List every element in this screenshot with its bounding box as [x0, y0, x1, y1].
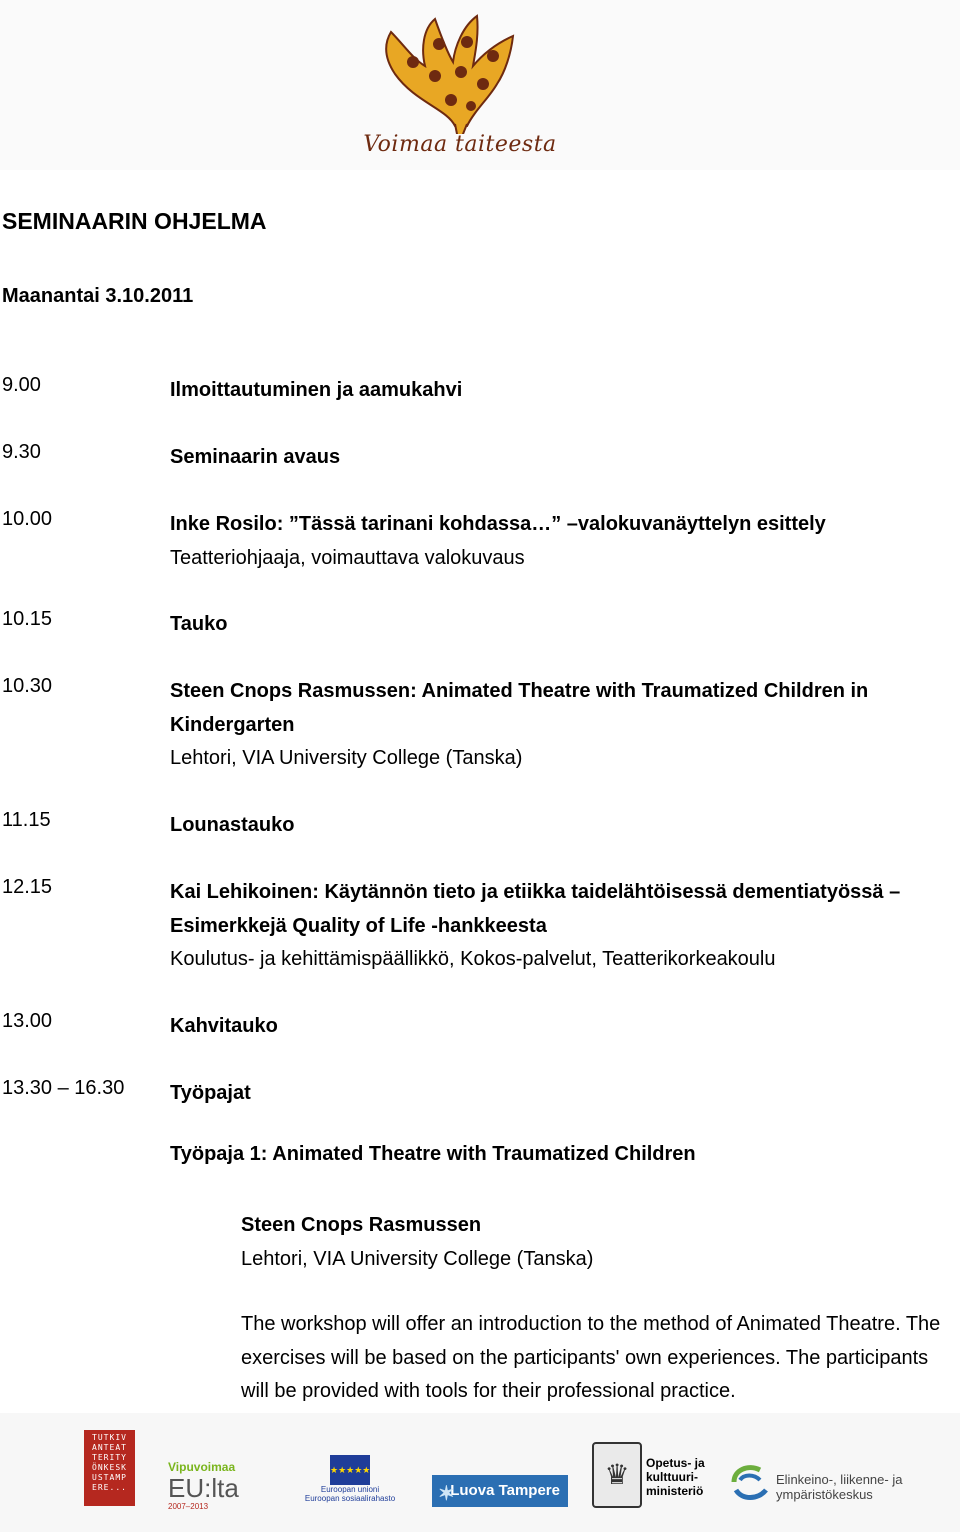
eu-flag-icon: ★★★★★ [330, 1455, 370, 1485]
program-title: Tauko [170, 613, 228, 635]
ely-text: Elinkeino-, liikenne- ja ympäristökeskus [776, 1472, 903, 1502]
workshop-title: Työpaja 1: Animated Theatre with Traumatized Children [170, 1143, 696, 1165]
seminar-date: Maanantai 3.10.2011 [2, 285, 194, 307]
workshop-leader-role: Lehtori, VIA University College (Tanska) [241, 1247, 594, 1270]
program-time: 11.15 [2, 809, 51, 831]
vipuvoimaa-eu-logo [168, 1460, 278, 1510]
ely-logo [730, 1460, 905, 1508]
program-title: Steen Cnops Rasmussen: Animated Theatre with Traumatized Children in Kindergarten [170, 680, 869, 736]
program-time: 12.15 [2, 876, 53, 898]
luova-text: Luova Tampere [450, 1482, 560, 1499]
eu-text-1: Euroopan unioni [320, 1485, 380, 1494]
program-subtitle: Teatteriohjaaja, voimauttava valokuvaus [170, 546, 525, 569]
vipu-years: 2007–2013 [168, 1502, 209, 1511]
program-title: Lounastauko [170, 814, 295, 836]
hand-flower-icon [355, 14, 565, 134]
workshop-leader: Steen Cnops Rasmussen [241, 1214, 482, 1236]
figures-icon: ✶ [438, 1483, 455, 1505]
tutkiva-teatterityo-logo: TUTKIV ANTEAT TERITY ÖNKESK USTAMP ERE... [84, 1430, 135, 1506]
okm-text: Opetus- ja kulttuuri-ministeriö [646, 1456, 705, 1498]
page-title: SEMINAARIN OHJELMA [2, 208, 267, 234]
program-title: Inke Rosilo: ”Tässä tarinani kohdassa…” –valokuvanäyttelyn esittely [170, 513, 826, 535]
vipu-top-text: Vipuvoimaa [168, 1460, 236, 1474]
program-time: 9.30 [2, 441, 41, 463]
program-subtitle: Lehtori, VIA University College (Tanska) [170, 747, 523, 769]
program-time: 13.00 [2, 1010, 53, 1032]
luova-tampere-logo [432, 1475, 568, 1507]
program-time: 10.15 [2, 608, 53, 630]
program-title: Ilmoittautuminen ja aamukahvi [170, 379, 463, 401]
program-title: Kai Lehikoinen: Käytännön tieto ja etiikka taidelähtöisessä dementiatyössä – Esimerkkejä Quality of Life -hankkeesta [170, 881, 901, 937]
lion-emblem-icon: ♛ [592, 1442, 642, 1508]
ely-mark-icon [730, 1462, 770, 1502]
workshop-leader-block [241, 1209, 960, 1276]
voimaa-taiteesta-logo [355, 14, 565, 164]
program-title: Työpajat [170, 1082, 251, 1104]
program-time: 9.00 [2, 374, 41, 396]
program-title: Seminaarin avaus [170, 446, 341, 468]
program-time: 13.30 – 16.30 [2, 1077, 125, 1099]
program-title: Kahvitauko [170, 1015, 278, 1037]
workshop-description: The workshop will offer an introduction to the method of Animated Theatre. The exercises will be based on the participants' own experiences. The participants will be provided with tools for their professional practice. [241, 1313, 941, 1402]
eu-text-2: Euroopan sosiaalirahasto [304, 1494, 396, 1503]
eu-logo [300, 1455, 400, 1510]
vipu-main-text: EU:lta [168, 1473, 239, 1503]
program-time: 10.30 [2, 675, 53, 697]
program-time: 10.00 [2, 508, 53, 530]
okm-logo [592, 1442, 722, 1508]
program-subtitle: Koulutus- ja kehittämispäällikkö, Kokos-palvelut, Teatterikorkeakoulu [170, 948, 776, 970]
logo-text: Voimaa taiteesta [363, 132, 557, 157]
